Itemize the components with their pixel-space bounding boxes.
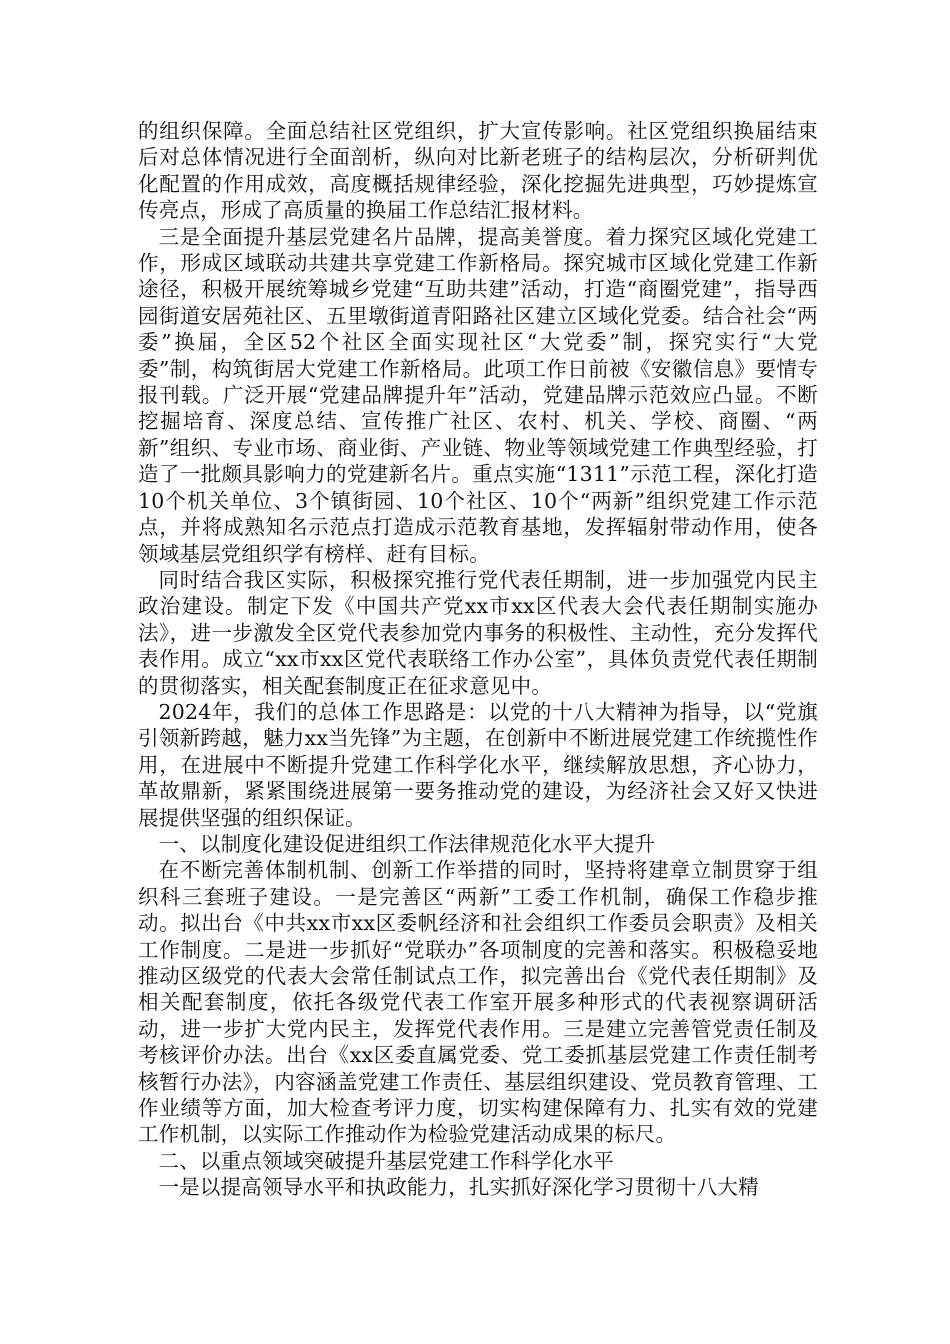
document-page: [138, 118, 818, 1201]
paragraph-party-brand: 三是全面提升基层党建名片品牌，提高美誉度。着力探究区域化党建工作，形成区域联动共建共享党建工作新格局。探究城市区域化党建工作新途径，积极开展统筹城乡党建“互助共建”活动，打造“商圈党建”，指导西园街道安居苑社区、五里墩街道青阳路社区建立区域化党委。结合社会“两委”换届，全区52个社区全面实现社区“大党委”制，探究实行“大党委”制，构筑街居大党建工作新格局。此项工作日前被《安徽信息》要情专报刊载。广泛开展“党建品牌提升年”活动，党建品牌示范效应凸显。不断挖掘培育、深度总结、宣传推广社区、农村、机关、学校、商圈、“两新”组织、专业市场、商业街、产业链、物业等领域党建工作典型经验，打造了一批颇具影响力的党建新名片。重点实施“1311”示范工程，深化打造10个机关单位、3个镇街园、10个社区、10个“两新”组织党建工作示范点，并将成熟知名示范点打造成示范教育基地，发挥辐射带动作用，使各领域基层党组织学有榜样、赶有目标。: [138, 224, 818, 566]
paragraph-work-plan-2024: 2024年，我们的总体工作思路是：以党的十八大精神为指导，以“党旗引领新跨越，魅力xx当先锋”为主题，在创新中不断进展党建工作统揽性作用，在进展中不断提升党建工作科学化水平，继续解放思想，齐心协力，革故鼎新，紧紧围绕进展第一要务推动党的建设，为经济社会又好又快进展提供坚强的组织保证。: [138, 699, 818, 830]
paragraph-organization-guarantee: 的组织保障。全面总结社区党组织，扩大宣传影响。社区党组织换届结束后对总体情况进行全面剖析，纵向对比新老班子的结构层次，分析研判优化配置的作用成效，高度概括规律经验，深化挖掘先进典型，巧妙提炼宣传亮点，形成了高质量的换届工作总结汇报材料。: [138, 119, 818, 223]
paragraph-institutional-building: 在不断完善体制机制、创新工作举措的同时，坚持将建章立制贯穿于组织科三套班子建设。一是完善区“两新”工委工作机制，确保工作稳步推动。拟出台《中共xx市xx区委帆经济和社会组织工作委员会职责》及相关工作制度。二是进一步抓好“党联办”各项制度的完善和落实。积极稳妥地推动区级党的代表大会常任制试点工作，拟完善出台《党代表任期制》及相关配套制度，依托各级党代表工作室开展多种形式的代表视察调研活动，进一步扩大党内民主，发挥党代表作用。三是建立完善管党责任制及考核评价办法。出台《xx区委直属党委、党工委抓基层党建工作责任制考核暂行办法》，内容涵盖党建工作责任、基层组织建设、党员教育管理、工作业绩等方面，加大检查考评力度，切实构建保障有力、扎实有效的党建工作机制，以实际工作推动作为检验党建活动成果的标尺。: [138, 858, 818, 1147]
paragraph-leadership-ability: 一是以提高领导水平和执政能力，扎实抓好深化学习贯彻十八大精: [158, 1175, 759, 1200]
section-heading-2: 二、以重点领域突破提升基层党建工作科学化水平: [158, 1148, 614, 1173]
paragraph-representative-term: 同时结合我区实际，积极探究推行党代表任期制，进一步加强党内民主政治建设。制定下发《中国共产党xx市xx区代表大会代表任期制实施办法》，进一步激发全区党代表参加党内事务的积极性、主动性，充分发挥代表作用。成立“xx市xx区党代表联络工作办公室”，具体负责党代表任期制的贯彻落实，相关配套制度正在征求意见中。: [138, 567, 818, 698]
section-heading-1: 一、以制度化建设促进组织工作法律规范化水平大提升: [158, 831, 656, 856]
